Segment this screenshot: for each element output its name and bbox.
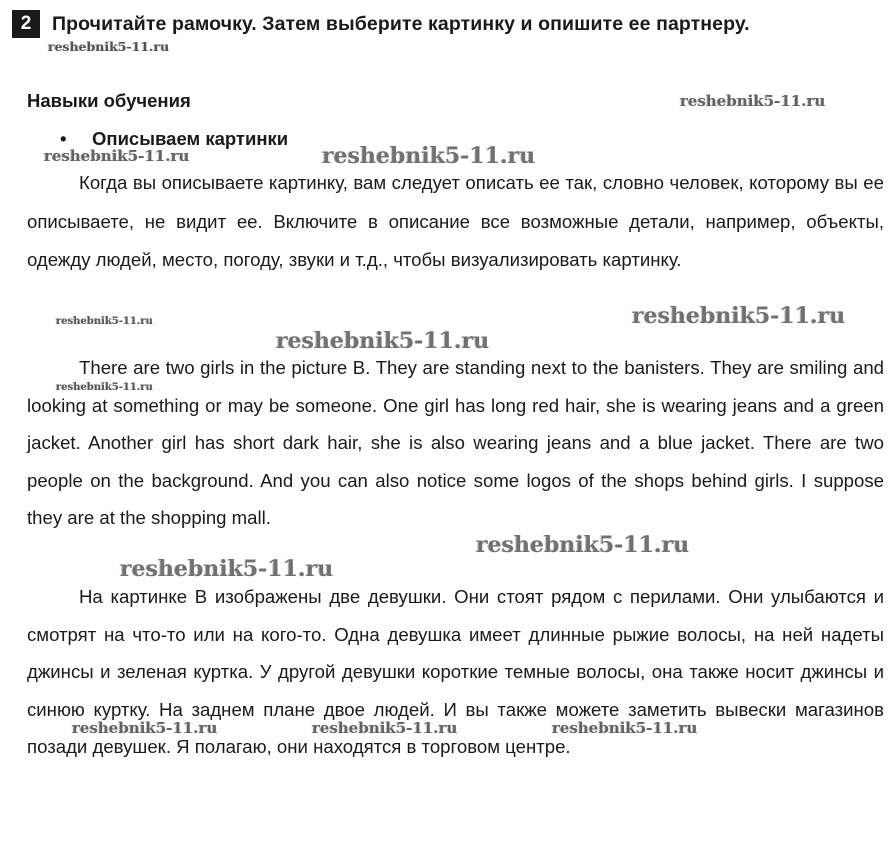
watermark-text: reshebnik5-11.ru bbox=[276, 328, 490, 354]
task-instruction: Прочитайте рамочку. Затем выберите картинку и опишите ее партнеру. bbox=[52, 12, 750, 35]
watermark-text: reshebnik5-11.ru bbox=[56, 316, 153, 327]
watermark-text: reshebnik5-11.ru bbox=[312, 719, 458, 737]
watermark-text: reshebnik5-11.ru bbox=[552, 719, 698, 737]
watermark-text: reshebnik5-11.ru bbox=[56, 382, 153, 393]
task-number-badge: 2 bbox=[12, 10, 40, 38]
watermark-text: reshebnik5-11.ru bbox=[322, 143, 536, 169]
watermark-text: reshebnik5-11.ru bbox=[48, 39, 170, 54]
paragraph-russian-intro: Когда вы описываете картинку, вам следует описать ее так, словно человек, которому вы ее описываете, не видит ее. Включите в описание все возможные детали, например, объекты, одежду людей, место, погоду, звуки и т.д., чтобы визуализировать картинку. bbox=[27, 172, 884, 270]
subtitle-text: Описываем картинки bbox=[92, 128, 289, 149]
watermark-text: reshebnik5-11.ru bbox=[120, 556, 334, 582]
paragraph-russian-answer: На картинке В изображены две девушки. Они стоят рядом с перилами. Они улыбаются и смотрят на что-то или на кого-то. Одна девушка имеет длинные рыжие волосы, на ней надеты джинсы и зеленая куртка. У другой девушки короткие темные волосы, она также носит джинсы и синюю куртку. На заднем плане двое людей. И вы также можете заметить вывески магазинов позади девушек. Я полагаю, они находятся в торговом центре. bbox=[27, 586, 884, 758]
watermark-text: reshebnik5-11.ru bbox=[680, 92, 826, 110]
watermark-text: reshebnik5-11.ru bbox=[632, 303, 846, 329]
watermark-text: reshebnik5-11.ru bbox=[72, 719, 218, 737]
paragraph-english-answer: There are two girls in the picture B. They are standing next to the banisters. They are smiling and looking at something or may be someone. One girl has long red hair, she is wearing jeans and a green jacket. Another girl has short dark hair, she is also wearing jeans and a blue jacket. There are two people on the background. And you can also notice some logos of the shops behind girls. I suppose they are at the shopping mall. bbox=[27, 357, 884, 529]
watermark-text: reshebnik5-11.ru bbox=[476, 532, 690, 558]
watermark-text: reshebnik5-11.ru bbox=[44, 147, 190, 165]
bullet-icon: • bbox=[60, 128, 67, 149]
section-title: Навыки обучения bbox=[27, 90, 191, 111]
task-header bbox=[12, 10, 750, 38]
